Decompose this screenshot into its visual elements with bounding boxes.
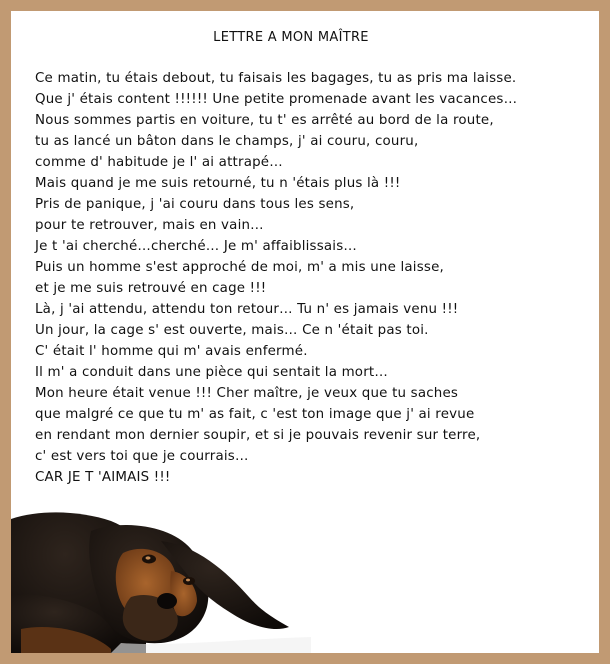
poem-line: Mon heure était venue !!! Cher maître, je veux que tu saches bbox=[35, 386, 459, 401]
poem-line: C' était l' homme qui m' avais enfermé. bbox=[35, 344, 308, 359]
poem-line: Pris de panique, j 'ai couru dans tous les sens, bbox=[35, 197, 355, 212]
letter-title: LETTRE A MON MAÎTRE bbox=[213, 30, 369, 45]
poem-line: Nous sommes partis en voiture, tu t' es arrêté au bord de la route, bbox=[35, 113, 494, 128]
poem-line: Un jour, la cage s' est ouverte, mais… Ce n 'était pas toi. bbox=[35, 323, 429, 338]
letter-card bbox=[11, 11, 599, 653]
poem-line: que malgré ce que tu m' as fait, c 'est ton image que j' ai revue bbox=[35, 407, 475, 422]
letter-body bbox=[35, 68, 595, 488]
poem-line: comme d' habitude je l' ai attrapé… bbox=[35, 155, 283, 170]
poem-line: Mais quand je me suis retourné, tu n 'étais plus là !!! bbox=[35, 176, 401, 191]
dog-photo-icon bbox=[11, 501, 311, 653]
poem-line: CAR JE T 'AIMAIS !!! bbox=[35, 470, 171, 485]
poem-line: Je t 'ai cherché…cherché… Je m' affaiblissais… bbox=[35, 239, 357, 254]
poem-line: Ce matin, tu étais debout, tu faisais les bagages, tu as pris ma laisse. bbox=[35, 71, 517, 86]
poem-line: Là, j 'ai attendu, attendu ton retour… Tu n' es jamais venu !!! bbox=[35, 302, 459, 317]
poem-line: et je me suis retrouvé en cage !!! bbox=[35, 281, 267, 296]
poem-line: Il m' a conduit dans une pièce qui sentait la mort… bbox=[35, 365, 388, 380]
poem-line: Que j' étais content !!!!!! Une petite promenade avant les vacances… bbox=[35, 92, 518, 107]
poem-line: pour te retrouver, mais en vain… bbox=[35, 218, 264, 233]
poem-line: c' est vers toi que je courrais… bbox=[35, 449, 249, 464]
poem-line: en rendant mon dernier soupir, et si je pouvais revenir sur terre, bbox=[35, 428, 481, 443]
poem-line: tu as lancé un bâton dans le champs, j' ai couru, couru, bbox=[35, 134, 419, 149]
poem-line: Puis un homme s'est approché de moi, m' a mis une laisse, bbox=[35, 260, 444, 275]
